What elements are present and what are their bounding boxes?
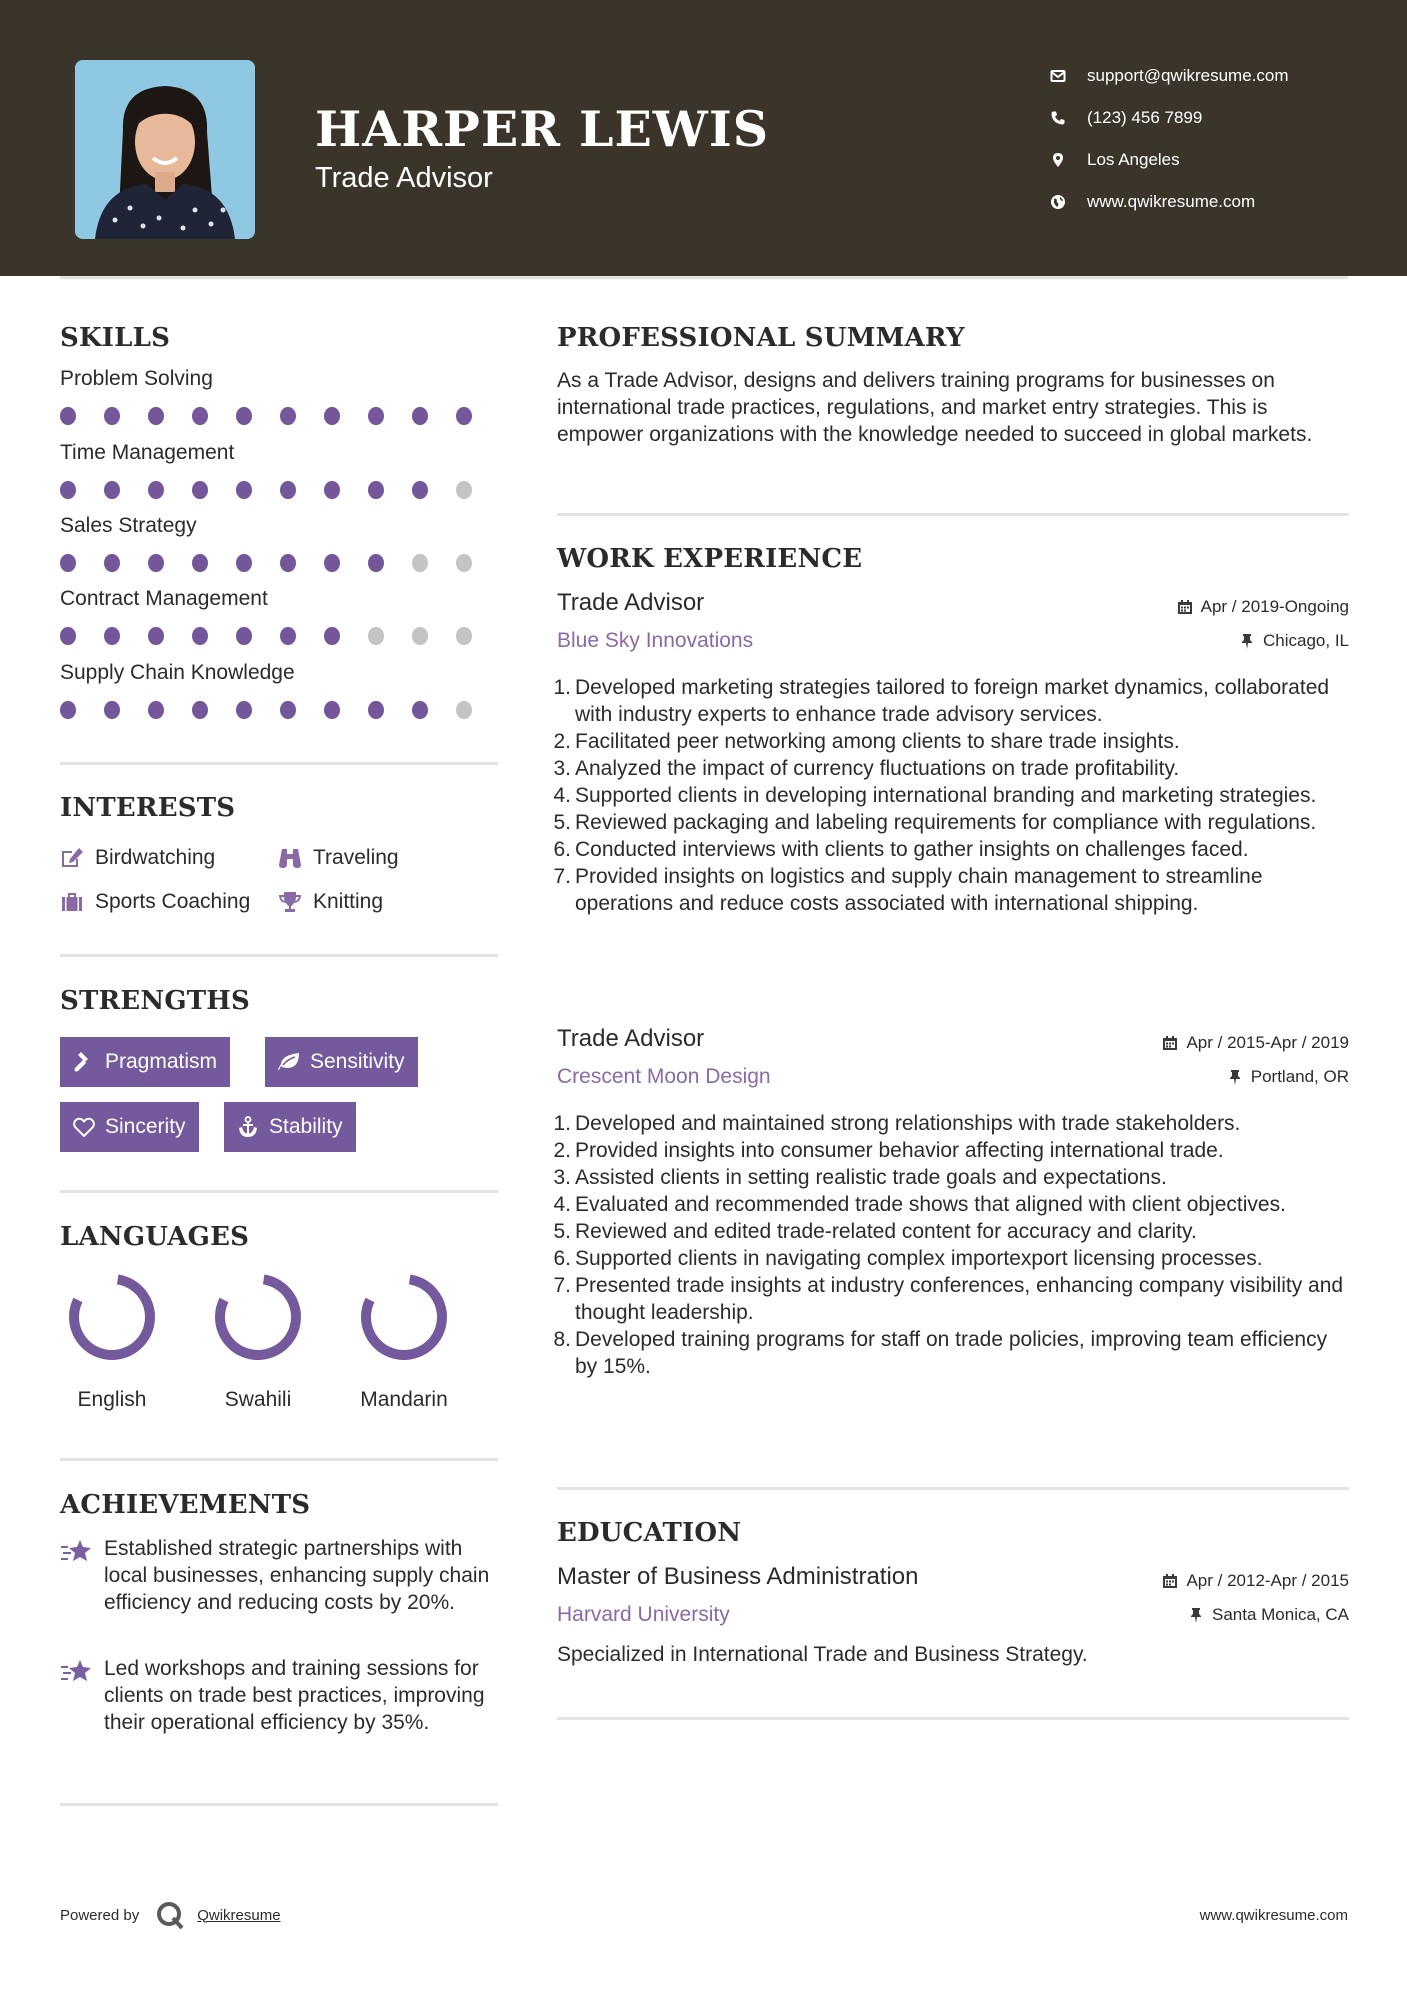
header-divider — [60, 276, 1348, 279]
job-bullet: 7. Presented trade insights at industry conferences, enhancing company visibility and thought leadership. — [553, 1274, 1344, 1324]
job-date-text: Apr / 2019-Ongoing — [1200, 597, 1349, 616]
language-item — [52, 1272, 172, 1412]
section-divider — [557, 1717, 1349, 1720]
language-name: Mandarin — [360, 1388, 448, 1411]
skill-rating — [60, 627, 500, 645]
rating-dot-filled — [368, 407, 384, 425]
contact-location — [1050, 139, 1380, 181]
map-pin-icon — [1050, 152, 1087, 168]
candidate-title: Trade Advisor — [315, 162, 493, 194]
job-bullet: 1. Developed and maintained strong relationships with trade stakeholders. — [553, 1112, 1241, 1135]
job-bullet: 6. Supported clients in navigating complex importexport licensing processes. — [553, 1247, 1263, 1270]
education-title: EDUCATION — [557, 1518, 742, 1548]
rating-dot-filled — [148, 701, 164, 719]
interest-label: Knitting — [313, 890, 384, 913]
skill-rating — [60, 701, 500, 719]
trophy-icon — [278, 891, 302, 913]
skill-item — [60, 661, 500, 719]
rating-dot-filled — [192, 701, 208, 719]
shooting-star-icon — [60, 1537, 92, 1565]
rating-dot-empty — [456, 554, 472, 572]
experience-title: WORK EXPERIENCE — [557, 544, 863, 574]
skill-item — [60, 514, 500, 572]
shooting-star-icon — [60, 1657, 92, 1685]
job-bullet: 5. Reviewed and edited trade-related content for accuracy and clarity. — [553, 1220, 1197, 1243]
rating-dot-filled — [104, 701, 120, 719]
rating-dot-filled — [148, 627, 164, 645]
achievement-item — [60, 1535, 500, 1616]
summary-title: PROFESSIONAL SUMMARY — [557, 323, 965, 353]
section-divider — [60, 1803, 498, 1806]
rating-dot-filled — [456, 407, 472, 425]
section-divider — [60, 1458, 498, 1461]
heart-icon — [73, 1116, 95, 1138]
strengths-title: STRENGTHS — [60, 986, 251, 1016]
language-ring — [213, 1272, 303, 1362]
skill-name: Supply Chain Knowledge — [60, 661, 295, 684]
job-title: Trade Advisor — [557, 1025, 705, 1052]
skill-item — [60, 441, 500, 499]
education-entry — [557, 1563, 1349, 1667]
rating-dot-filled — [192, 627, 208, 645]
interest-label: Birdwatching — [95, 846, 216, 869]
interest-label: Traveling — [313, 846, 399, 869]
job-entry — [553, 1025, 1349, 1380]
languages-title: LANGUAGES — [60, 1222, 250, 1252]
rating-dot-filled — [324, 554, 340, 572]
rating-dot-filled — [280, 407, 296, 425]
language-name: Swahili — [224, 1388, 292, 1411]
phone-icon — [1050, 110, 1087, 126]
rating-dot-filled — [324, 627, 340, 645]
rating-dot-filled — [236, 701, 252, 719]
rating-dot-filled — [192, 407, 208, 425]
rating-dot-filled — [236, 407, 252, 425]
interest-item — [278, 890, 383, 914]
rating-dot-filled — [148, 407, 164, 425]
skill-item — [60, 367, 500, 425]
calendar-icon — [1162, 1573, 1178, 1589]
rating-dot-filled — [192, 481, 208, 499]
job-date — [1177, 597, 1349, 617]
briefcase-icon — [60, 891, 84, 913]
company-name: Blue Sky Innovations — [557, 629, 754, 652]
rating-dot-filled — [104, 481, 120, 499]
language-ring — [67, 1272, 157, 1362]
section-divider — [60, 954, 498, 957]
language-item — [344, 1272, 464, 1412]
section-divider — [557, 1487, 1349, 1490]
job-bullet: 2. Provided insights into consumer behavior affecting international trade. — [553, 1139, 1224, 1162]
globe-icon — [1050, 194, 1087, 210]
interest-label: Sports Coaching — [95, 890, 251, 913]
anchor-icon — [237, 1116, 259, 1138]
rating-dot-empty — [412, 554, 428, 572]
company-name: Crescent Moon Design — [557, 1065, 771, 1088]
rating-dot-filled — [280, 701, 296, 719]
rating-dot-filled — [192, 554, 208, 572]
strength-tag — [60, 1102, 199, 1152]
skill-rating — [60, 407, 500, 425]
rating-dot-empty — [412, 627, 428, 645]
rating-dot-filled — [60, 481, 76, 499]
strength-tag — [224, 1102, 356, 1152]
strength-label: Pragmatism — [105, 1050, 218, 1073]
leaf-icon — [278, 1051, 300, 1073]
strength-label: Sensitivity — [310, 1050, 405, 1073]
rating-dot-empty — [456, 627, 472, 645]
contact-website[interactable] — [1050, 181, 1380, 223]
contact-phone[interactable] — [1050, 97, 1380, 139]
contact-email-text: support@qwikresume.com — [1087, 66, 1289, 85]
calendar-icon — [1177, 599, 1193, 615]
job-bullet: 2. Facilitated peer networking among clients to share trade insights. — [553, 730, 1180, 753]
contact-website-text: www.qwikresume.com — [1087, 192, 1256, 211]
rating-dot-filled — [280, 554, 296, 572]
calendar-icon — [1162, 1035, 1178, 1051]
footer-website[interactable]: www.qwikresume.com — [1199, 1907, 1348, 1924]
rating-dot-filled — [368, 701, 384, 719]
job-bullet: 3. Analyzed the impact of currency fluctuations on trade profitability. — [553, 757, 1180, 780]
rating-dot-filled — [148, 554, 164, 572]
job-bullet: 3. Assisted clients in setting realistic trade goals and expectations. — [553, 1166, 1167, 1189]
section-divider — [557, 513, 1349, 516]
skill-name: Problem Solving — [60, 367, 213, 390]
contact-email[interactable] — [1050, 55, 1380, 97]
language-item — [198, 1272, 318, 1412]
footer-brand-link[interactable]: Qwikresume — [197, 1906, 281, 1924]
contact-location-text: Los Angeles — [1087, 150, 1180, 169]
skill-item — [60, 587, 500, 645]
achievements-title: ACHIEVEMENTS — [60, 1490, 311, 1520]
rating-dot-filled — [324, 481, 340, 499]
skill-rating — [60, 481, 500, 499]
skill-rating — [60, 554, 500, 572]
strength-tag — [60, 1037, 230, 1087]
job-bullet: 4. Supported clients in developing international branding and marketing strategies. — [553, 784, 1317, 807]
skill-name: Contract Management — [60, 587, 268, 610]
rating-dot-filled — [368, 481, 384, 499]
skills-title: SKILLS — [60, 323, 171, 353]
job-date — [1162, 1033, 1349, 1053]
powered-by-text: Powered by — [60, 1906, 140, 1924]
rating-dot-filled — [236, 554, 252, 572]
footer-powered-by — [60, 1900, 281, 1930]
pushpin-icon — [1188, 1607, 1204, 1623]
rating-dot-filled — [236, 481, 252, 499]
job-bullet: 8. Developed training programs for staff on trade policies, improving team efficiency by 15%. — [553, 1328, 1328, 1378]
rating-dot-filled — [104, 627, 120, 645]
job-date-text: Apr / 2015-Apr / 2019 — [1186, 1033, 1349, 1052]
contact-phone-text: (123) 456 7899 — [1087, 108, 1203, 127]
achievement-item — [60, 1655, 500, 1736]
pushpin-icon — [1227, 1069, 1243, 1085]
job-location-text: Portland, OR — [1250, 1067, 1349, 1086]
job-bullet: 7. Provided insights on logistics and supply chain management to streamline operations and reduce costs associated with international shipping. — [553, 865, 1263, 915]
job-entry — [553, 589, 1349, 917]
rating-dot-filled — [280, 481, 296, 499]
rating-dot-filled — [412, 701, 428, 719]
rating-dot-filled — [412, 481, 428, 499]
rating-dot-filled — [60, 627, 76, 645]
job-bullet: 6. Conducted interviews with clients to gather insights on challenges faced. — [553, 838, 1249, 861]
interest-item — [60, 890, 278, 914]
profile-photo — [75, 60, 255, 239]
skill-name: Time Management — [60, 441, 235, 464]
rating-dot-filled — [412, 407, 428, 425]
job-bullet: 1. Developed marketing strategies tailored to foreign market dynamics, collaborated with industry experts to enhance trade advisory services. — [553, 676, 1330, 726]
school-name: Harvard University — [557, 1603, 730, 1626]
rating-dot-filled — [148, 481, 164, 499]
education-location-text: Santa Monica, CA — [1211, 1605, 1349, 1624]
rating-dot-filled — [60, 554, 76, 572]
interest-item — [278, 846, 399, 870]
rating-dot-filled — [324, 407, 340, 425]
strength-label: Sincerity — [105, 1115, 186, 1138]
education-location — [1188, 1605, 1349, 1625]
rating-dot-filled — [368, 554, 384, 572]
education-description: Specialized in International Trade and Business Strategy. — [557, 1643, 1088, 1666]
strength-label: Stability — [269, 1115, 343, 1138]
rating-dot-filled — [236, 627, 252, 645]
job-bullet: 4. Evaluated and recommended trade shows that aligned with client objectives. — [553, 1193, 1286, 1216]
education-date-text: Apr / 2012-Apr / 2015 — [1186, 1571, 1349, 1590]
pushpin-icon — [1239, 633, 1255, 649]
language-ring — [359, 1272, 449, 1362]
gavel-icon — [73, 1051, 95, 1073]
section-divider — [60, 762, 498, 765]
job-location-text: Chicago, IL — [1263, 631, 1349, 650]
job-title: Trade Advisor — [557, 589, 705, 616]
skill-name: Sales Strategy — [60, 514, 197, 537]
candidate-name: HARPER LEWIS — [315, 100, 770, 158]
contact-list — [1050, 55, 1380, 223]
resume-header — [0, 0, 1407, 276]
job-bullets — [553, 674, 1349, 917]
degree-name: Master of Business Administration — [557, 1563, 919, 1590]
rating-dot-empty — [368, 627, 384, 645]
language-name: English — [77, 1388, 147, 1411]
rating-dot-filled — [104, 554, 120, 572]
rating-dot-filled — [60, 407, 76, 425]
job-bullet: 5. Reviewed packaging and labeling requirements for compliance with regulations. — [553, 811, 1317, 834]
edit-icon — [60, 847, 84, 869]
achievement-text: Led workshops and training sessions for clients on trade best practices, improving their operational efficiency by 35%. — [104, 1657, 485, 1734]
strength-tag — [265, 1037, 418, 1087]
binoculars-icon — [278, 847, 302, 869]
job-location — [1239, 631, 1349, 651]
rating-dot-filled — [104, 407, 120, 425]
education-date — [1162, 1571, 1349, 1591]
summary-text: As a Trade Advisor, designs and delivers training programs for businesses on international trade practices, regulations, and market entry strategies. This is empower organizations with the knowledge needed to succeed in global markets. — [557, 369, 1313, 446]
qwikresume-logo-icon — [155, 1900, 185, 1930]
rating-dot-filled — [280, 627, 296, 645]
rating-dot-empty — [456, 701, 472, 719]
interests-list — [60, 836, 500, 924]
achievement-text: Established strategic partnerships with local businesses, enhancing supply chain efficiency and reducing costs by 20%. — [104, 1537, 490, 1614]
envelope-icon — [1050, 68, 1087, 84]
rating-dot-filled — [60, 701, 76, 719]
job-bullets — [553, 1110, 1349, 1380]
section-divider — [60, 1190, 498, 1193]
interest-item — [60, 846, 278, 870]
rating-dot-filled — [324, 701, 340, 719]
rating-dot-empty — [456, 481, 472, 499]
interests-title: INTERESTS — [60, 793, 236, 823]
job-location — [1227, 1067, 1349, 1087]
